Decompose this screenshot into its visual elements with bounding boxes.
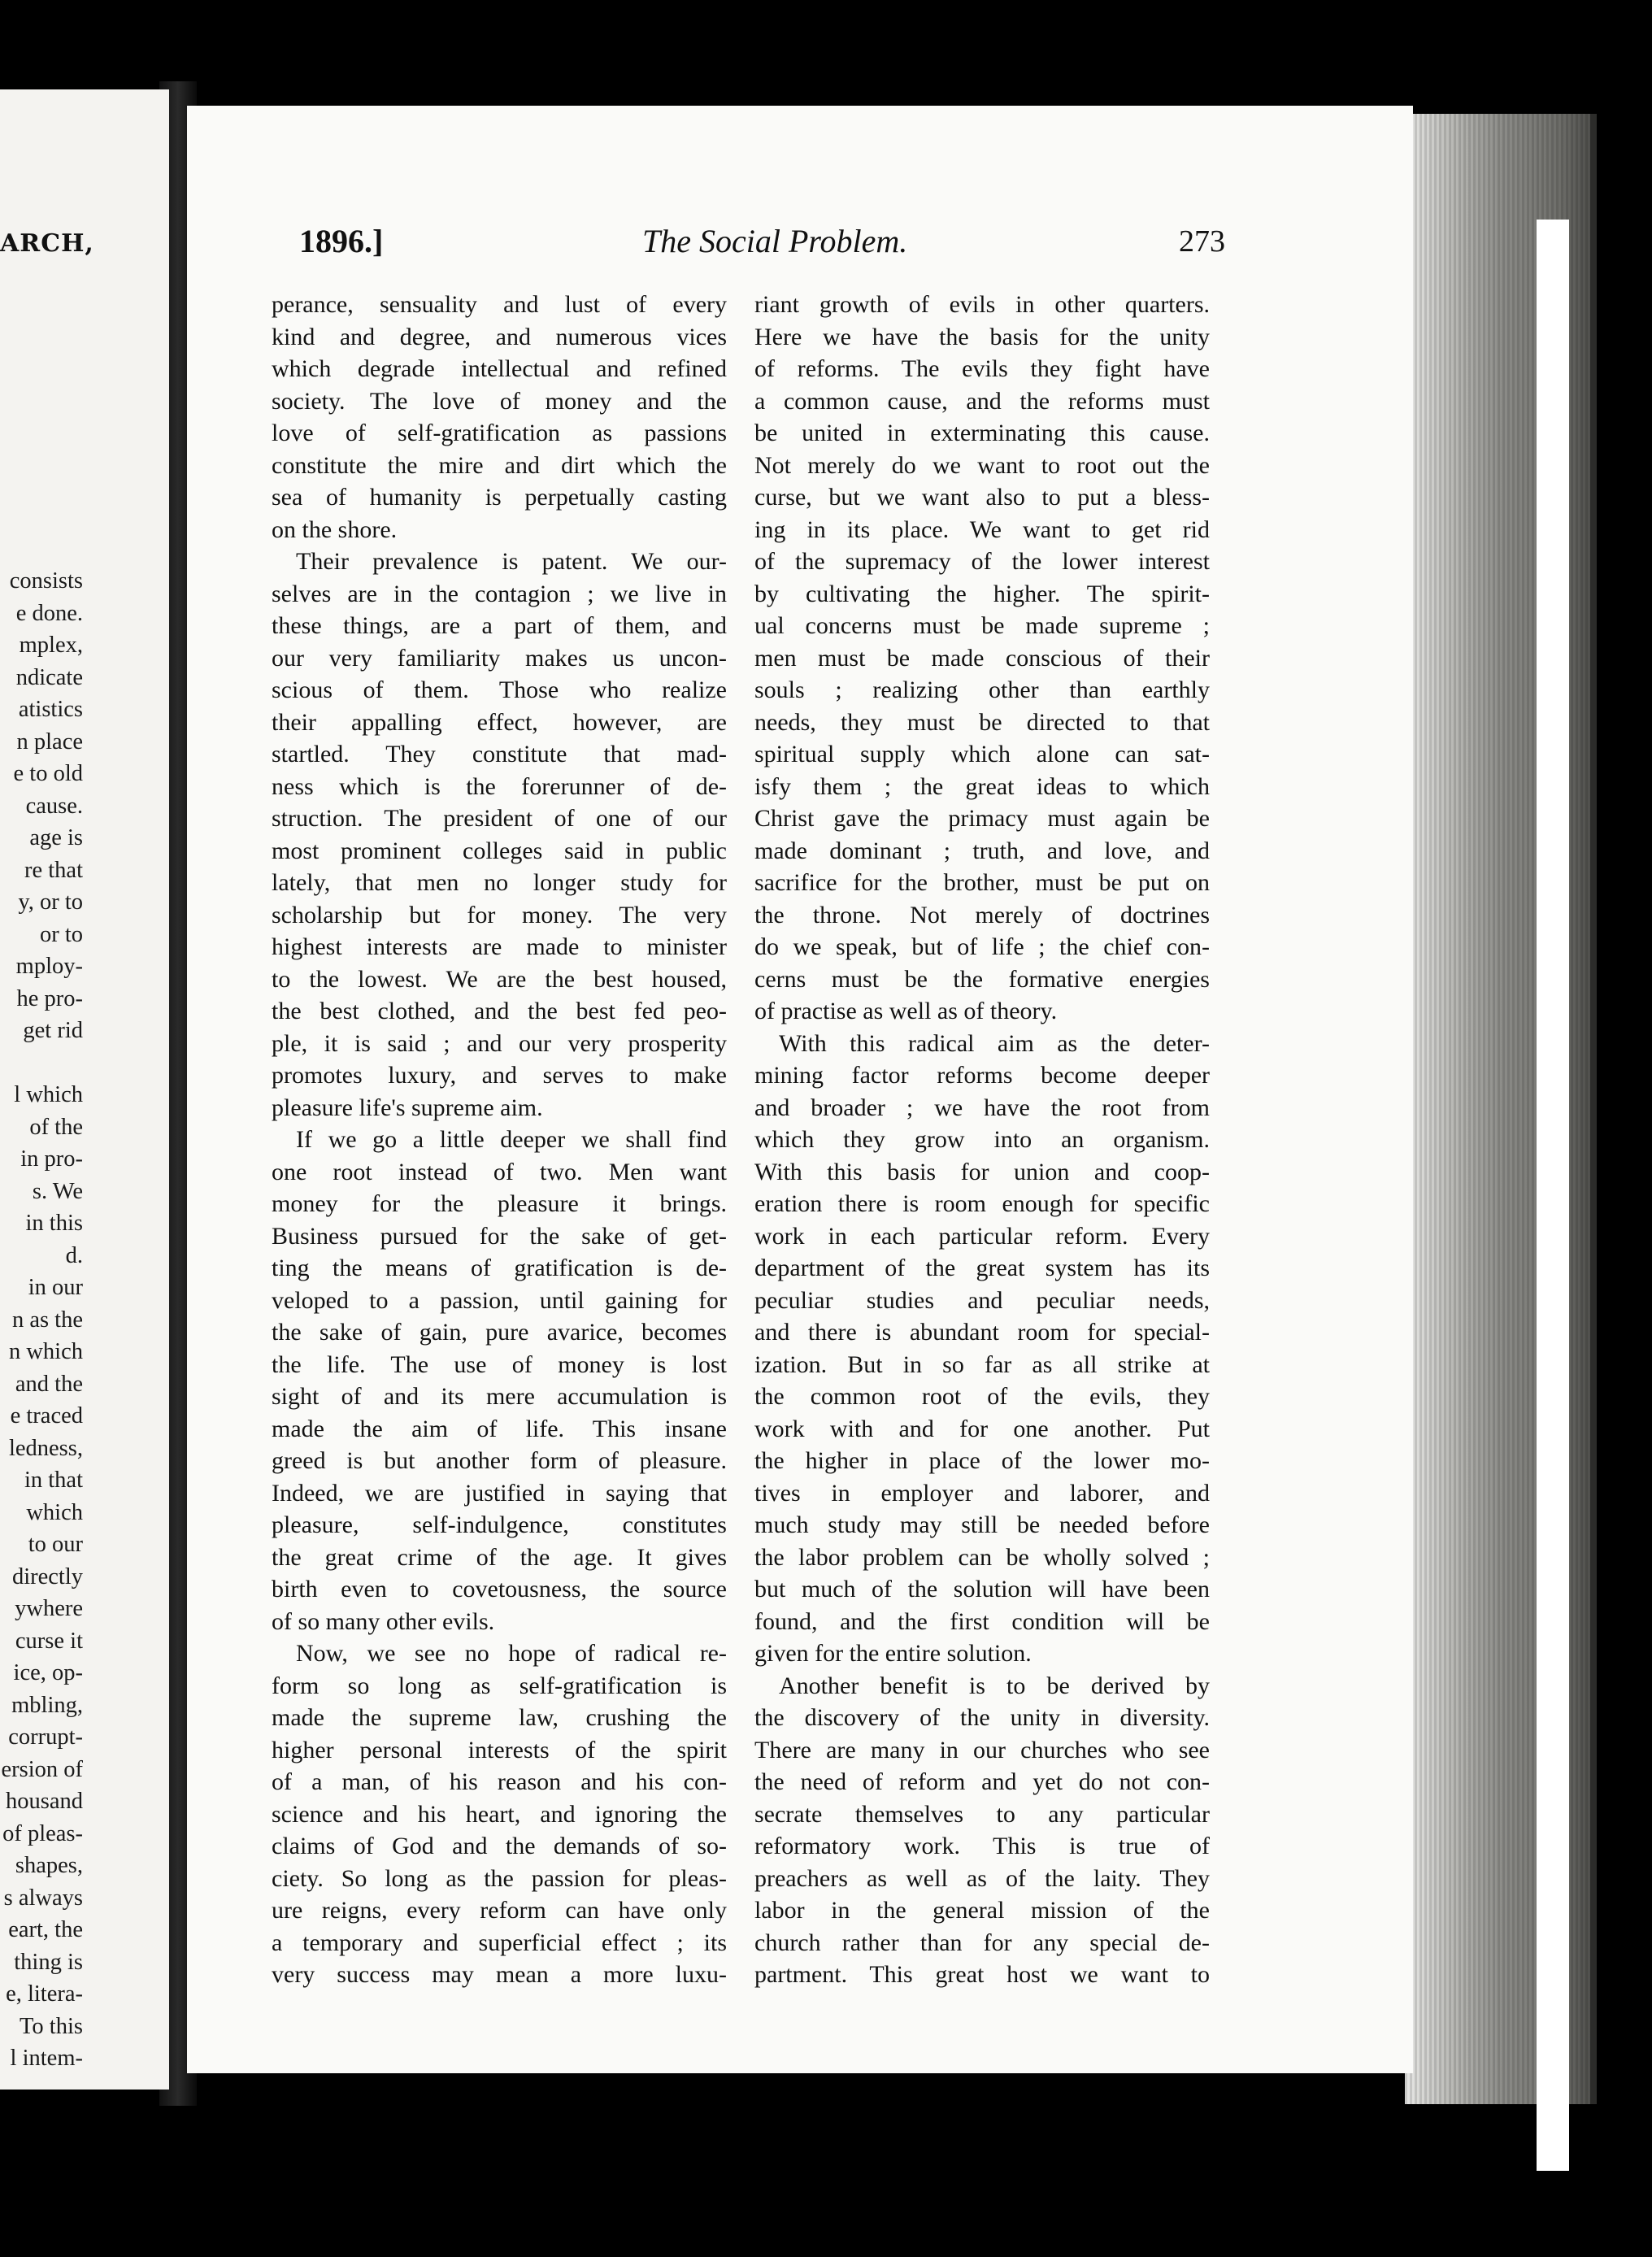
left-page-line: of pleas- xyxy=(2,1820,83,1846)
text-line: work in each particular reform. Every xyxy=(754,1222,1210,1250)
left-page-line: y, or to xyxy=(18,889,83,915)
text-column-right xyxy=(754,289,1210,1991)
left-page-line: eart, the xyxy=(8,1917,83,1942)
text-line: their appalling effect, however, are xyxy=(272,708,727,736)
left-page-fragment xyxy=(0,89,169,2090)
text-line: found, and the first condition will be xyxy=(754,1607,1210,1635)
text-line: Another benefit is to be derived by xyxy=(779,1672,1210,1699)
text-line: by cultivating the higher. The spirit- xyxy=(754,580,1210,607)
left-page-line: get rid xyxy=(23,1018,83,1043)
text-line: Now, we see no hope of radical re- xyxy=(296,1640,727,1667)
text-line: ure reigns, every reform can have only xyxy=(272,1897,727,1924)
text-line: ing in its place. We want to get rid xyxy=(754,515,1210,543)
text-line: sacrifice for the brother, must be put on xyxy=(754,869,1210,896)
text-line: the best clothed, and the best fed peo- xyxy=(272,998,727,1024)
left-page-line: or to xyxy=(39,921,83,947)
text-line: Here we have the basis for the unity xyxy=(754,323,1210,350)
text-line: scholarship but for money. The very xyxy=(272,901,727,928)
left-page-line: mploy- xyxy=(15,954,83,979)
text-line: much study may still be needed before xyxy=(754,1511,1210,1538)
left-page-line: e to old xyxy=(13,761,83,786)
text-line: curse, but we want also to put a bless- xyxy=(754,484,1210,511)
text-line: made the supreme law, crushing the xyxy=(272,1704,727,1731)
text-line: made the aim of life. This insane xyxy=(272,1415,727,1442)
text-line: society. The love of money and the xyxy=(272,387,727,415)
left-page-line: e, litera- xyxy=(6,1981,83,2007)
text-line: perance, sensuality and lust of every xyxy=(272,291,727,318)
text-line: very success may mean a more luxu- xyxy=(272,1961,727,1988)
text-line: constitute the mire and dirt which the xyxy=(272,451,727,479)
text-line: of the supremacy of the lower interest xyxy=(754,548,1210,575)
left-page-line: shapes, xyxy=(15,1853,83,1878)
text-line: Christ gave the primacy must again be xyxy=(754,805,1210,832)
text-line: department of the great system has its xyxy=(754,1255,1210,1281)
text-line: the life. The use of money is lost xyxy=(272,1350,727,1378)
text-line: of reforms. The evils they fight have xyxy=(754,355,1210,382)
text-line: peculiar studies and peculiar needs, xyxy=(754,1286,1210,1314)
left-page-line: ledness, xyxy=(8,1435,83,1461)
text-line: With this basis for union and coop- xyxy=(754,1158,1210,1185)
text-line: startled. They constitute that mad- xyxy=(272,741,727,768)
text-line: There are many in our churches who see xyxy=(754,1736,1210,1763)
left-page-line: in our xyxy=(28,1275,83,1300)
left-page-line: ndicate xyxy=(15,664,83,690)
text-line: claims of God and the demands of so- xyxy=(272,1833,727,1859)
text-line: Not merely do we want to root out the xyxy=(754,451,1210,479)
left-page-line: s. We xyxy=(32,1178,83,1204)
text-line: do we speak, but of life ; the chief con- xyxy=(754,933,1210,960)
left-page-line: which xyxy=(26,1499,83,1525)
left-page-line: to our xyxy=(28,1532,83,1557)
text-line: scious of them. Those who realize xyxy=(272,676,727,703)
text-line: greed is but another form of pleasure. xyxy=(272,1447,727,1474)
text-line: pleasure life's supreme aim. xyxy=(272,1094,543,1121)
text-line: most prominent colleges said in public xyxy=(272,837,727,864)
page-number: 273 xyxy=(1179,224,1225,259)
text-line: and there is abundant room for special- xyxy=(754,1319,1210,1346)
left-page-line: curse it xyxy=(15,1628,83,1654)
text-line: ual concerns must be made supreme ; xyxy=(754,612,1210,639)
text-line: labor in the general mission of the xyxy=(754,1897,1210,1924)
text-line: cerns must be the formative energies xyxy=(754,965,1210,993)
text-line: work with and for one another. Put xyxy=(754,1415,1210,1442)
right-page-margin xyxy=(1537,220,1569,2171)
left-page-line: of the xyxy=(29,1114,83,1140)
left-page-line: thing is xyxy=(14,1949,83,1975)
text-column-left xyxy=(272,289,727,1991)
text-line: highest interests are made to minister xyxy=(272,933,727,960)
text-line: sea of humanity is perpetually casting xyxy=(272,484,727,511)
text-line: given for the entire solution. xyxy=(754,1640,1032,1667)
text-line: tives in employer and laborer, and xyxy=(754,1479,1210,1507)
text-line: love of self-gratification as passions xyxy=(272,420,727,446)
text-line: partment. This great host we want to xyxy=(754,1961,1210,1988)
text-line: sight of and its mere accumulation is xyxy=(272,1383,727,1410)
text-line: money for the pleasure it brings. xyxy=(272,1190,727,1217)
left-page-line: ywhere xyxy=(15,1596,83,1621)
text-line: on the shore. xyxy=(272,515,398,543)
left-page-text xyxy=(0,565,83,2075)
text-line: kind and degree, and numerous vices xyxy=(272,323,727,350)
left-page-line: and the xyxy=(15,1371,83,1397)
text-line: the great crime of the age. It gives xyxy=(272,1543,727,1571)
text-line: higher personal interests of the spirit xyxy=(272,1736,727,1763)
left-page-line: consists xyxy=(9,568,83,594)
left-page-line: re that xyxy=(24,857,83,883)
left-page-line: corrupt- xyxy=(8,1724,83,1750)
text-line: science and his heart, and ignoring the xyxy=(272,1800,727,1828)
left-page-line: To this xyxy=(20,2013,83,2039)
left-page-line: in that xyxy=(24,1468,83,1493)
text-line: but much of the solution will have been xyxy=(754,1576,1210,1603)
left-page-line: cause. xyxy=(25,793,83,819)
text-line: a common cause, and the reforms must xyxy=(754,387,1210,415)
text-line: a temporary and superficial effect ; its xyxy=(272,1929,727,1956)
text-line: made dominant ; truth, and love, and xyxy=(754,837,1210,864)
text-line: to the lowest. We are the best housed, xyxy=(272,965,727,993)
text-line: of practise as well as of theory. xyxy=(754,998,1058,1024)
left-page-line: directly xyxy=(11,1563,83,1589)
text-line: ple, it is said ; and our very prosperity xyxy=(272,1029,727,1057)
text-line: spiritual supply which alone can sat- xyxy=(754,741,1210,768)
left-page-line: s always xyxy=(3,1885,83,1911)
text-line: church rather than for any special de- xyxy=(754,1929,1210,1956)
text-line: preachers as well as of the laity. They xyxy=(754,1864,1210,1892)
text-line: our very familiarity makes us uncon- xyxy=(272,644,727,672)
text-line: which they grow into an organism. xyxy=(754,1126,1210,1153)
text-line: riant growth of evils in other quarters. xyxy=(754,291,1210,318)
text-line: these things, are a part of them, and xyxy=(272,612,727,639)
text-line: Their prevalence is patent. We our- xyxy=(296,548,727,575)
text-line: ness which is the forerunner of de- xyxy=(272,772,727,800)
text-line: the sake of gain, pure avarice, becomes xyxy=(272,1319,727,1346)
left-page-line: mplex, xyxy=(19,633,83,658)
left-page-line: in pro- xyxy=(20,1146,83,1172)
text-line: Business pursued for the sake of get- xyxy=(272,1222,727,1250)
left-page-line: in this xyxy=(25,1211,83,1236)
left-page-line: age is xyxy=(29,825,83,850)
left-page-line: e traced xyxy=(10,1403,83,1429)
text-line: mining factor reforms become deeper xyxy=(754,1062,1210,1089)
text-line: reformatory work. This is true of xyxy=(754,1833,1210,1859)
text-line: pleasure, self-indulgence, constitutes xyxy=(272,1511,727,1538)
text-line: which degrade intellectual and refined xyxy=(272,355,727,382)
running-head-year: 1896.] xyxy=(299,223,384,259)
text-line: struction. The president of one of our xyxy=(272,805,727,832)
left-page-line: e done. xyxy=(15,600,83,626)
text-line: men must be made conscious of their xyxy=(754,644,1210,672)
left-page-line xyxy=(0,1047,83,1080)
text-line: needs, they must be directed to that xyxy=(754,708,1210,736)
text-line: selves are in the contagion ; we live in xyxy=(272,580,727,607)
text-line: of a man, of his reason and his con- xyxy=(272,1768,727,1795)
text-line: ciety. So long as the passion for pleas- xyxy=(272,1864,727,1892)
text-line: be united in exterminating this cause. xyxy=(754,420,1210,446)
text-line: and broader ; we have the root from xyxy=(754,1094,1210,1121)
text-line: the discovery of the unity in diversity. xyxy=(754,1704,1210,1731)
left-page-line: ersion of xyxy=(1,1756,83,1782)
running-head-title: The Social Problem. xyxy=(642,223,908,259)
left-page-line: atistics xyxy=(18,697,83,722)
text-line: ization. But in so far as all strike at xyxy=(754,1350,1210,1378)
left-page-line: he pro- xyxy=(16,985,83,1011)
left-page-line: housand xyxy=(6,1789,83,1814)
text-line: veloped to a passion, until gaining for xyxy=(272,1286,727,1314)
text-line: the throne. Not merely of doctrines xyxy=(754,901,1210,928)
text-line: the labor problem can be wholly solved ; xyxy=(754,1543,1210,1571)
left-page-line: ice, op- xyxy=(13,1660,83,1685)
left-page-line: n place xyxy=(16,728,83,755)
left-page-line: n which xyxy=(8,1339,83,1364)
text-line: souls ; realizing other than earthly xyxy=(754,676,1210,703)
text-line: lately, that men no longer study for xyxy=(272,869,727,896)
text-line: Indeed, we are justified in saying that xyxy=(272,1479,727,1507)
text-line: one root instead of two. Men want xyxy=(272,1158,727,1185)
text-line: With this radical aim as the deter- xyxy=(779,1029,1210,1057)
left-running-head: ARCH, xyxy=(0,229,94,258)
text-line: the higher in place of the lower mo- xyxy=(754,1447,1210,1474)
text-line: the need of reform and yet do not con- xyxy=(754,1768,1210,1795)
text-line: isfy them ; the great ideas to which xyxy=(754,772,1210,800)
text-line: If we go a little deeper we shall find xyxy=(296,1126,727,1153)
left-page-line: mbling, xyxy=(11,1692,83,1718)
text-line: eration there is room enough for specific xyxy=(754,1190,1210,1217)
text-line: ting the means of gratification is de- xyxy=(272,1255,727,1281)
left-page-line: l intem- xyxy=(10,2046,83,2071)
text-line: the common root of the evils, they xyxy=(754,1383,1210,1410)
left-page-line: d. xyxy=(65,1242,83,1268)
left-page-line: n as the xyxy=(11,1307,83,1333)
text-line: form so long as self-gratification is xyxy=(272,1672,727,1699)
text-line: promotes luxury, and serves to make xyxy=(272,1062,727,1089)
text-line: birth even to covetousness, the source xyxy=(272,1576,727,1603)
left-page-line: l which xyxy=(14,1082,83,1107)
text-line: secrate themselves to any particular xyxy=(754,1800,1210,1828)
text-line: of so many other evils. xyxy=(272,1607,495,1635)
